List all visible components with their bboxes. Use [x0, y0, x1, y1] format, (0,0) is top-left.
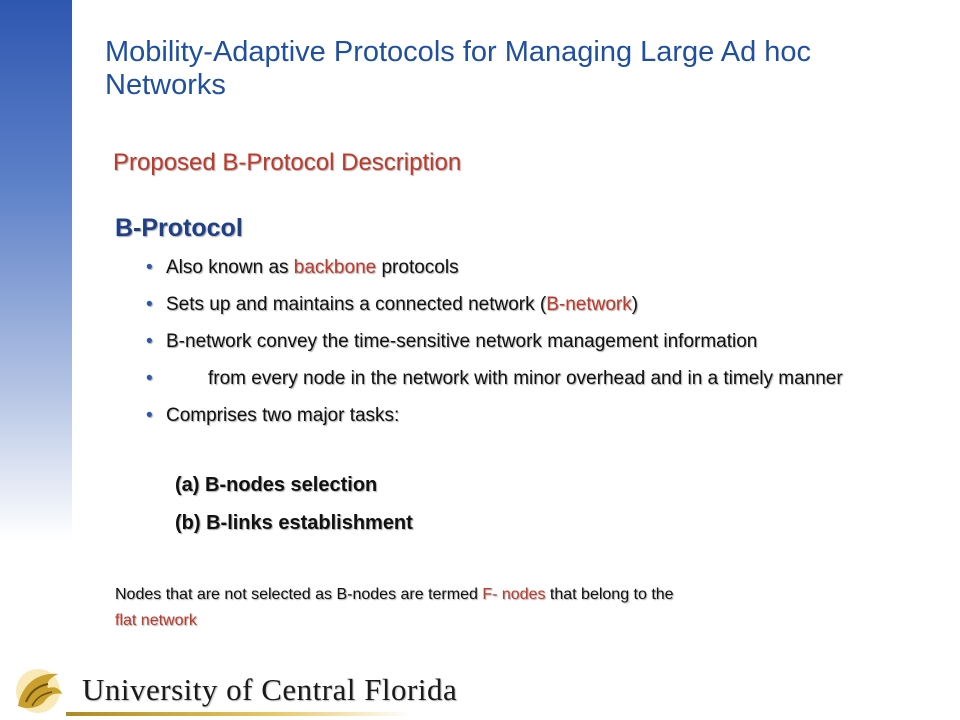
pegasus-logo-icon [8, 664, 70, 716]
footer-underline [66, 712, 412, 716]
note-text: Nodes that are not selected as B-nodes are termed [115, 586, 483, 603]
bullet-list [146, 255, 936, 428]
note-text: that belong to the [545, 586, 674, 603]
bullet-text: from every node in the network with minor overhead and in a timely manner [208, 368, 843, 389]
bullet-text: Comprises two major tasks: [166, 405, 400, 426]
section-heading: B-Protocol [115, 214, 243, 242]
bullet-item [146, 403, 936, 428]
task-b-nodes-selection: (a) B-nodes selection [175, 474, 378, 496]
bullet-text: Also known as [166, 257, 294, 278]
highlight-backbone: backbone [293, 257, 377, 278]
bullet-item [146, 329, 936, 354]
bullet-item [146, 255, 936, 280]
bullet-icon: • [146, 331, 153, 352]
university-name: University of Central Florida [82, 672, 458, 707]
bullet-icon: • [146, 294, 153, 315]
left-gradient-bar [0, 0, 72, 540]
highlight-b-network: B-network [546, 294, 632, 315]
slide-title: Mobility-Adaptive Protocols for Managing Large Ad hoc Networks [105, 36, 812, 101]
bullet-item [146, 366, 936, 391]
footnote [115, 582, 895, 634]
highlight-f-nodes: F- nodes [482, 586, 546, 603]
bullet-icon: • [146, 405, 153, 426]
slide-subtitle: Proposed B-Protocol Description [113, 149, 462, 176]
task-b-links-establishment: (b) B-links establishment [175, 512, 413, 534]
highlight-flat-network: flat network [115, 612, 197, 629]
bullet-item [146, 292, 936, 317]
bullet-icon: • [146, 257, 153, 278]
bullet-text: ) [631, 294, 639, 315]
bullet-text: Sets up and maintains a connected network ( [166, 294, 547, 315]
bullet-icon: • [146, 368, 153, 389]
bullet-text: B-network convey the time-sensitive network management information [166, 331, 758, 352]
bullet-text: protocols [376, 257, 459, 278]
